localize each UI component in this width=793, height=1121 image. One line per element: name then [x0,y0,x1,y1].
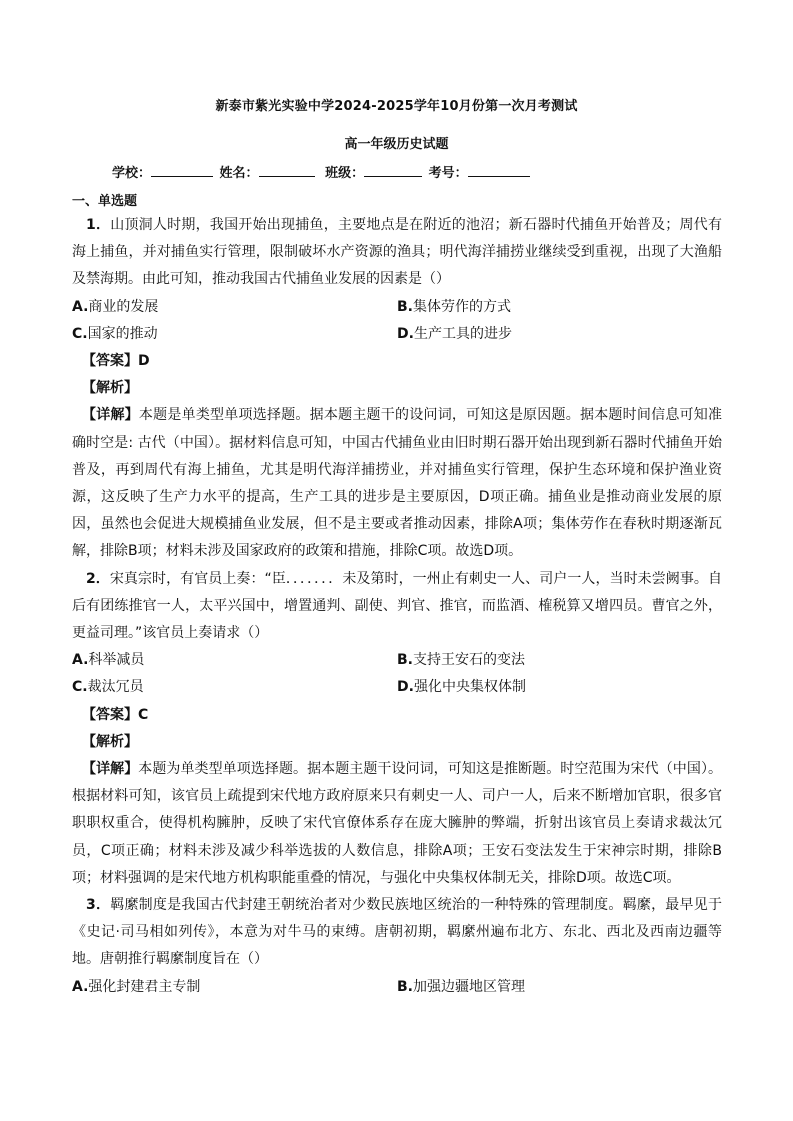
detail-label: 【详解】 [82,407,139,424]
option-b[interactable] [397,294,722,321]
option-d[interactable] [397,674,722,701]
option-letter: D. [397,679,414,696]
answer-line [72,348,722,375]
option-letter: C. [72,679,88,696]
option-text: 强化中央集权体制 [413,679,526,696]
question-number: 1． [86,217,111,233]
question-stem: 羁縻制度是我国古代封建王朝统治者对少数民族地区统治的一种特殊的管理制度。羁縻，最早见于《史记·司马相如列传》，本意为对牛马的束缚。唐朝初期，羁縻州遍布北方、东北、西北及西南边疆等地。唐朝推行羁縻制度旨在（） [72,897,723,968]
detail-text: 本题是单类型单项选择题。据本题主题干的设问词，可知这是原因题。据本题时间信息可知准确时空是: 古代（中国）。据材料信息可知，中国古代捕鱼业由旧时期石器开始出现到新石器时代捕鱼开始普及，再到周代有海上捕鱼，尤其是明代海洋捕捞业，并对捕鱼实行管理，保护生态环境和保护渔业资源，这反映了生产力水平的提高，生产工具的进步是主要原因，D项正确。捕鱼业是推动商业发展的原因，虽然也会促进大规模捕鱼业发展，但不是主要或者推动因素，排除A项；集体劳作在春秋时期逐渐瓦解，排除B项；材料未涉及国家政府的政策和措施，排除C项。故选D项。 [72,407,723,560]
option-a[interactable] [72,647,397,674]
answer-label: 【答案】 [82,706,138,723]
option-a[interactable] [72,974,397,1001]
analysis-label: 【解析】 [82,733,138,750]
class-label: 班级： [325,166,365,181]
answer-value: C [138,706,149,723]
answer-label: 【答案】 [82,352,138,369]
option-text: 裁汰冗员 [87,679,144,696]
question-3 [72,892,722,974]
option-b[interactable] [397,647,722,674]
option-text: 生产工具的进步 [413,325,512,342]
answer-value: D [138,352,150,369]
exam-title: 新泰市紫光实验中学2024-2025学年10月份第一次月考测试 [215,99,578,114]
question-2 [72,566,722,648]
school-label: 学校： [112,166,152,181]
options-row [72,321,722,348]
option-text: 国家的推动 [87,325,158,342]
question-stem: 山顶洞人时期，我国开始出现捕鱼，主要地点是在附近的池沼；新石器时代捕鱼开始普及；周代有海上捕鱼，并对捕鱼实行管理，限制破坏水产资源的渔具；明代海洋捕捞业继续受到重视，出现了大渔船及禁海期。由此可知，推动我国古代捕鱼业发展的因素是（） [72,217,723,288]
question-number: 2． [86,570,110,587]
option-a[interactable] [72,294,397,321]
options-row [72,974,722,1001]
answer-line [72,702,722,729]
option-letter: A. [72,978,89,995]
option-text: 强化封建君主专制 [88,978,201,995]
detail-label: 【详解】 [82,761,139,777]
option-b[interactable] [397,974,722,1001]
option-letter: D. [397,325,414,342]
question-body [72,212,722,1001]
name-blank[interactable] [259,164,315,177]
school-blank[interactable] [151,164,213,177]
option-letter: B. [397,652,413,669]
option-text: 支持王安石的变法 [413,652,525,669]
class-blank[interactable] [364,164,422,177]
exam-subtitle: 高一年级历史试题 [344,137,449,152]
student-info-row [112,162,532,181]
question-1 [72,212,722,294]
detail-paragraph [72,402,722,565]
option-letter: A. [72,652,89,669]
options-row [72,647,722,674]
option-c[interactable] [72,321,397,348]
option-letter: A. [72,298,89,315]
question-number: 3． [86,897,111,914]
name-label: 姓名： [219,166,259,181]
analysis-label: 【解析】 [82,380,138,397]
detail-text: 本题为单类型单项选择题。据本题主题干设问词，可知这是推断题。时空范围为宋代（中国）。根据材料可知，该官员上疏提到宋代地方政府原来只有刺史一人、司户一人，后来不断增加官职，很多官职职权重合，使得机构臃肿，反映了宋代官僚体系存在庞大臃肿的弊端，折射出该官员上奏请求裁汰冗员，C项正确；材料未涉及减少科举选拔的人数信息，排除A项；王安石变法发生于宋神宗时期，排除B项；材料强调的是宋代地方机构职能重叠的情况，与强化中央集权体制无关，排除D项。故选C项。 [72,761,723,886]
exam-number-blank[interactable] [468,164,530,177]
options-row [72,674,722,701]
option-letter: B. [397,298,413,315]
option-letter: B. [397,978,413,995]
option-text: 集体劳作的方式 [413,298,511,315]
detail-paragraph [72,756,722,892]
exam-number-label: 考号： [428,166,468,181]
options-row [72,294,722,321]
option-text: 科举减员 [88,652,145,669]
option-c[interactable] [72,674,397,701]
option-text: 商业的发展 [88,298,159,315]
question-stem: 宋真宗时，有官员上奏：“臣．．．．．．．未及第时，一州止有刺史一人、司户一人，当时未尝阙事。自后有团练推官一人，太平兴国中，增置通判、副使、判官、推官，而监酒、榷税算又增四员。曹官之外，更益司理。”该官员上奏请求（） [72,570,722,642]
option-letter: C. [72,325,88,342]
option-d[interactable] [397,321,722,348]
option-text: 加强边疆地区管理 [413,978,525,995]
section-title: 一、单选题 [72,194,138,209]
